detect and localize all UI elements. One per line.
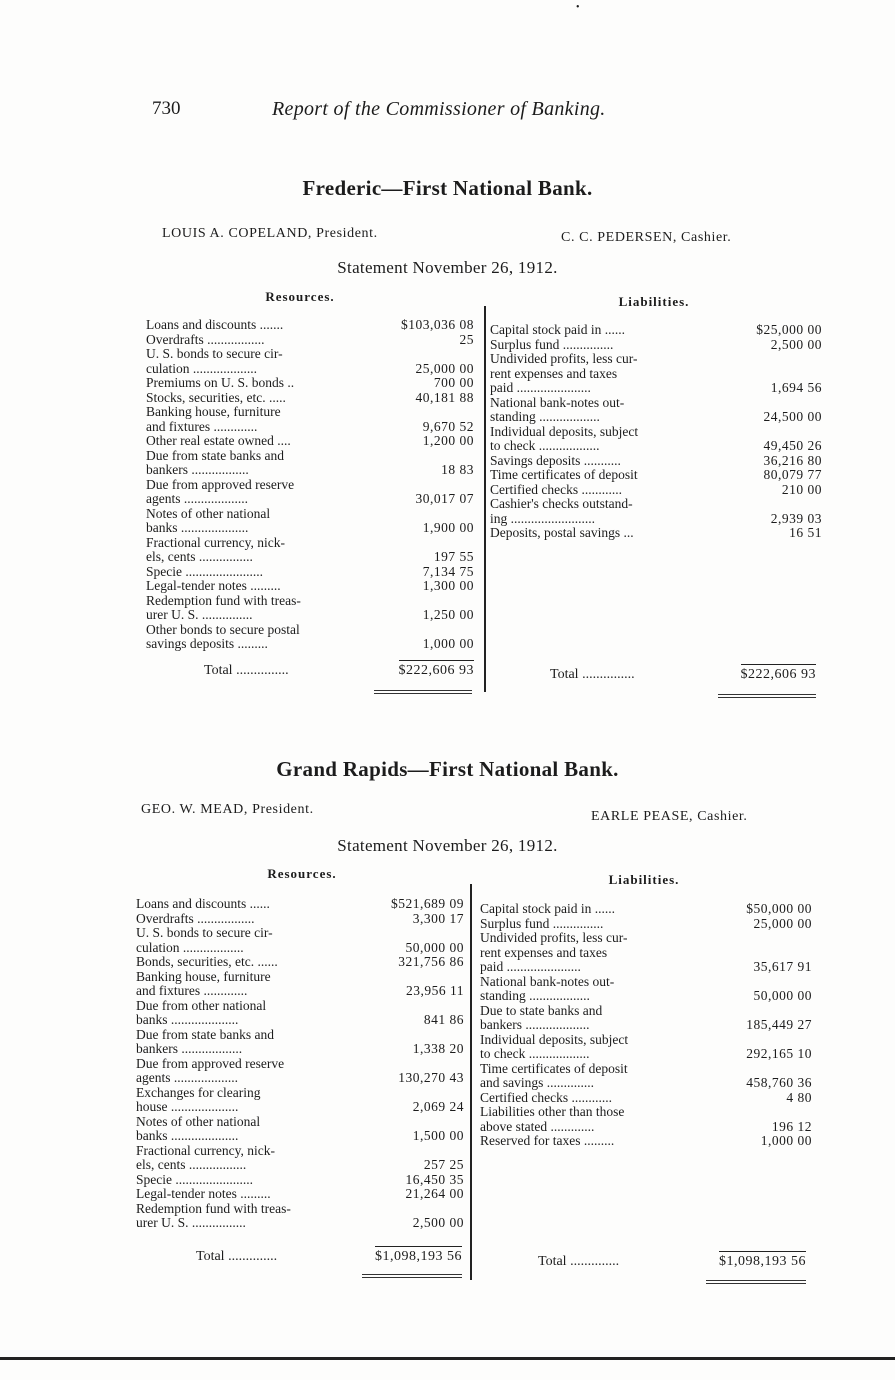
bank1-resource-amount: 18 83 <box>441 462 474 477</box>
bank2-resources-total: $1,098,193 56 <box>375 1246 462 1265</box>
bank1-resource-row <box>146 507 474 536</box>
bank1-liability-row <box>490 338 822 353</box>
bank1-resource-label: Overdrafts ................. <box>146 331 265 347</box>
bank1-resource-label: Legal-tender notes ......... <box>146 578 281 593</box>
bank1-liability-row <box>490 454 822 469</box>
bank2-liability-amount: $50,000 00 <box>746 901 812 916</box>
bank1-resources-total-rule <box>374 690 472 694</box>
bank1-resource-amount: 1,000 00 <box>422 636 474 651</box>
bank1-liability-amount: 49,450 26 <box>763 438 822 453</box>
bank1-liabilities-total-rule <box>718 694 816 698</box>
bank1-resource-row <box>146 318 474 333</box>
bank1-liability-amount: 1,694 56 <box>770 380 822 395</box>
bank1-resource-amount: 40,181 88 <box>415 389 474 405</box>
bank2-liability-label: Reserved for taxes ......... <box>480 1133 615 1148</box>
bank2-resource-label: Exchanges for clearing house .................... <box>136 1084 261 1114</box>
bank1-resource-row <box>146 594 474 623</box>
bank1-liabilities-heading: Liabilities. <box>618 294 690 309</box>
bank1-resource-row <box>146 405 474 434</box>
bank2-resources-total-row <box>196 1246 462 1265</box>
bank2-resource-row <box>136 955 464 970</box>
bank2-resource-row <box>136 897 464 912</box>
bank2-resource-label: Notes of other national banks .................... <box>136 1113 261 1143</box>
bank1-liabilities-total: $222,606 93 <box>741 664 817 683</box>
bank2-resource-label: U. S. bonds to secure cir- culation .................. <box>136 925 273 955</box>
bank2-liability-row <box>480 1091 812 1106</box>
bank2-resource-row <box>136 970 464 999</box>
bank2-cashier: EARLE PEASE, Cashier. <box>591 809 748 824</box>
bank1-resource-amount: 25 <box>459 331 474 347</box>
bank2-liability-label: Undivided profits, less cur- rent expenses and taxes paid ...................... <box>480 930 628 974</box>
bank1-resource-row <box>146 579 474 594</box>
bank2-resource-row <box>136 1187 464 1202</box>
bank1-resource-label: Other bonds to secure postal savings deposits ......... <box>146 621 300 651</box>
bank2-liabilities-total-rule <box>706 1280 806 1284</box>
bank2-resource-row <box>136 1173 464 1188</box>
bank2-resource-row <box>136 1202 464 1231</box>
bank2-statement-date: Statement November 26, 1912. <box>337 836 558 855</box>
bank2-liability-amount: 292,165 10 <box>746 1046 812 1061</box>
bank1-resource-amount: 7,134 75 <box>422 563 474 579</box>
bank1-liability-row <box>490 497 822 526</box>
bank2-resource-label: Overdrafts ................. <box>136 910 255 926</box>
bank2-liability-amount: 185,449 27 <box>746 1017 812 1032</box>
bank2-liability-row <box>480 917 812 932</box>
bank2-resource-label: Due from state banks and bankers .................. <box>136 1026 274 1056</box>
bank1-resource-label: Due from state banks and bankers ................. <box>146 447 284 477</box>
bank1-resource-row <box>146 333 474 348</box>
bank2-resource-row <box>136 1057 464 1086</box>
bank2-resource-amount: 23,956 11 <box>406 983 464 998</box>
bank2-resource-amount: 841 86 <box>423 1012 464 1027</box>
bank1-liabilities-list <box>490 323 822 541</box>
bank1-liability-row <box>490 425 822 454</box>
bank2-liability-label: Time certificates of deposit and savings .............. <box>480 1060 628 1090</box>
bank1-resource-row <box>146 434 474 449</box>
bank1-liability-amount: 2,939 03 <box>770 510 822 526</box>
bank2-resource-amount: 321,756 86 <box>398 954 464 969</box>
bank1-liability-amount: 24,500 00 <box>763 409 822 424</box>
bank1-resource-label: Other real estate owned .... <box>146 433 291 448</box>
bank1-cashier: C. C. PEDERSEN, Cashier. <box>561 230 732 245</box>
bank2-resource-row <box>136 1144 464 1173</box>
bank2-resource-amount: 50,000 00 <box>405 939 464 955</box>
bank1-resources-heading: Resources. <box>265 289 335 304</box>
bank2-column-divider <box>470 884 472 1280</box>
bank2-liability-label: Capital stock paid in ...... <box>480 901 615 916</box>
bank2-resource-amount: 3,300 17 <box>412 910 464 926</box>
bank2-liability-label: National bank-notes out- standing .................. <box>480 973 615 1003</box>
bank2-resource-label: Bonds, securities, etc. ...... <box>136 954 278 969</box>
bank1-resource-label: Stocks, securities, etc. ..... <box>146 389 286 405</box>
bank2-liability-label: Certified checks ............ <box>480 1089 612 1105</box>
bank2-resource-amount: $521,689 09 <box>391 896 464 911</box>
bank1-resource-row <box>146 347 474 376</box>
bank1-column-divider <box>484 306 486 692</box>
bank2-resource-amount: 16,450 35 <box>405 1171 464 1187</box>
bank1-resource-amount: 1,900 00 <box>422 520 474 535</box>
bank1-liability-label: Cashier's checks outstand- ing ......................... <box>490 496 633 526</box>
bank2-liability-amount: 50,000 00 <box>753 988 812 1003</box>
bank1-liability-amount: 210 00 <box>781 481 822 497</box>
bank1-resource-label: U. S. bonds to secure cir- culation ................... <box>146 346 283 376</box>
bank1-resource-row <box>146 478 474 507</box>
bank1-resources-total-row <box>204 660 474 679</box>
page-bottom-edge <box>0 1357 895 1360</box>
bank2-liabilities-total-label: Total .............. <box>538 1254 620 1269</box>
bank2-resource-row <box>136 1086 464 1115</box>
bank2-liability-row <box>480 975 812 1004</box>
bank2-liabilities-total: $1,098,193 56 <box>719 1251 806 1270</box>
bank2-liability-row <box>480 931 812 975</box>
bank1-liability-amount: 2,500 00 <box>770 336 822 352</box>
bank1-resource-row <box>146 376 474 391</box>
bank1-resources-list <box>146 318 474 652</box>
bank2-liabilities-total-row <box>538 1251 806 1270</box>
bank2-resource-row <box>136 1115 464 1144</box>
bank1-liability-label: Certified checks ............ <box>490 481 622 497</box>
bank2-resource-amount: 2,069 24 <box>412 1099 464 1114</box>
bank2-resources-list <box>136 897 464 1231</box>
bank1-liability-label: Surplus fund ............... <box>490 336 614 352</box>
bank1-liability-label: Capital stock paid in ...... <box>490 322 625 337</box>
bank1-liability-row <box>490 323 822 338</box>
bank1-resources-total-label: Total ............... <box>204 663 289 678</box>
bank2-liability-label: Surplus fund ............... <box>480 915 604 931</box>
bank1-resource-amount: 1,300 00 <box>422 578 474 593</box>
bank2-liabilities-list <box>480 902 812 1149</box>
bank2-liability-row <box>480 902 812 917</box>
bank2-liability-amount: 458,760 36 <box>746 1075 812 1090</box>
bank2-liability-amount: 1,000 00 <box>760 1133 812 1148</box>
bank1-resource-row <box>146 391 474 406</box>
bank2-liability-label: Due to state banks and bankers ................... <box>480 1002 603 1032</box>
bank1-liability-row <box>490 483 822 498</box>
bank1-resource-amount: $103,036 08 <box>401 317 474 332</box>
bank2-resource-amount: 2,500 00 <box>412 1215 464 1230</box>
bank2-resource-label: Fractional currency, nick- els, cents ................. <box>136 1142 275 1172</box>
bank2-resource-amount: 257 25 <box>423 1157 464 1172</box>
bank2-resource-label: Redemption fund with treas- urer U. S. ................ <box>136 1200 291 1230</box>
bank1-president: LOUIS A. COPELAND, President. <box>162 226 378 241</box>
bank2-liabilities-heading: Liabilities. <box>608 872 680 887</box>
bank1-resource-label: Notes of other national banks .................... <box>146 505 271 535</box>
bank2-liability-amount: 4 80 <box>786 1089 812 1105</box>
bank2-resource-row <box>136 1028 464 1057</box>
bank2-resource-row <box>136 999 464 1028</box>
bank1-liability-amount: 80,079 77 <box>763 467 822 482</box>
bank2-resource-amount: 130,270 43 <box>398 1070 464 1085</box>
bank1-liability-label: Time certificates of deposit <box>490 467 638 482</box>
bank1-liability-row <box>490 396 822 425</box>
bank1-resource-label: Banking house, furniture and fixtures ............. <box>146 404 281 434</box>
bank1-liability-row <box>490 468 822 483</box>
bank2-liability-amount: 35,617 91 <box>753 959 812 974</box>
bank2-liability-row <box>480 1134 812 1149</box>
bank1-resource-amount: 9,670 52 <box>422 418 474 434</box>
bank2-resource-amount: 1,338 20 <box>412 1041 464 1056</box>
bank1-resource-amount: 30,017 07 <box>415 491 474 506</box>
bank1-resource-row <box>146 565 474 580</box>
page-number: 730 <box>152 98 181 119</box>
bank1-resource-label: Specie ....................... <box>146 563 263 579</box>
bank1-liability-amount: 16 51 <box>789 525 822 540</box>
bank1-liability-amount: 36,216 80 <box>763 452 822 468</box>
bank2-resource-label: Legal-tender notes ......... <box>136 1186 271 1201</box>
bank2-liability-amount: 25,000 00 <box>753 915 812 931</box>
bank2-title: Grand Rapids—First National Bank. <box>276 757 619 781</box>
bank2-resource-label: Specie ....................... <box>136 1171 253 1187</box>
bank2-liability-label: Individual deposits, subject to check .................. <box>480 1031 629 1061</box>
bank2-resource-row <box>136 926 464 955</box>
bank1-resource-amount: 1,250 00 <box>422 607 474 622</box>
bank1-liability-label: Individual deposits, subject to check .................. <box>490 423 639 453</box>
scan-speck: • <box>576 2 580 13</box>
bank1-resource-amount: 700 00 <box>433 375 474 390</box>
bank2-resource-label: Loans and discounts ...... <box>136 896 270 911</box>
bank2-resources-heading: Resources. <box>267 866 337 881</box>
bank1-title: Frederic—First National Bank. <box>302 176 593 200</box>
bank1-resource-label: Redemption fund with treas- urer U. S. ............... <box>146 592 301 622</box>
bank2-liability-amount: 196 12 <box>771 1118 812 1134</box>
bank1-resource-row <box>146 449 474 478</box>
bank2-liability-row <box>480 1033 812 1062</box>
bank1-liability-row <box>490 526 822 541</box>
bank2-resource-label: Due from other national banks .................... <box>136 997 267 1027</box>
bank2-resource-label: Banking house, furniture and fixtures ............. <box>136 968 271 998</box>
bank2-liability-label: Liabilities other than those above stated ............. <box>480 1104 625 1134</box>
bank2-resource-row <box>136 912 464 927</box>
bank2-resource-amount: 21,264 00 <box>405 1186 464 1201</box>
bank1-resource-label: Loans and discounts ....... <box>146 317 284 332</box>
bank1-resource-label: Due from approved reserve agents ................... <box>146 476 295 506</box>
bank1-liabilities-total-row <box>550 664 816 683</box>
bank1-liability-label: Undivided profits, less cur- rent expenses and taxes paid ...................... <box>490 351 638 395</box>
bank1-resource-row <box>146 623 474 652</box>
bank2-resource-label: Due from approved reserve agents ................... <box>136 1055 285 1085</box>
bank1-resource-amount: 1,200 00 <box>422 433 474 448</box>
bank2-president: GEO. W. MEAD, President. <box>141 802 314 817</box>
bank2-resources-total-rule <box>362 1274 462 1278</box>
bank1-liability-label: National bank-notes out- standing .................. <box>490 394 625 424</box>
bank1-statement-date: Statement November 26, 1912. <box>337 258 558 277</box>
bank1-resource-amount: 197 55 <box>433 549 474 564</box>
bank1-resource-row <box>146 536 474 565</box>
bank2-resource-amount: 1,500 00 <box>412 1128 464 1143</box>
bank2-liability-row <box>480 1105 812 1134</box>
bank1-resource-amount: 25,000 00 <box>415 360 474 376</box>
bank1-resource-label: Fractional currency, nick- els, cents ................ <box>146 534 285 564</box>
bank1-liability-amount: $25,000 00 <box>756 322 822 337</box>
bank1-liabilities-total-label: Total ............... <box>550 667 635 682</box>
bank1-liability-label: Deposits, postal savings ... <box>490 525 634 540</box>
bank1-liability-label: Savings deposits ........... <box>490 452 621 468</box>
bank2-liability-row <box>480 1062 812 1091</box>
bank1-liability-row <box>490 352 822 396</box>
bank1-resource-label: Premiums on U. S. bonds .. <box>146 375 295 390</box>
bank2-resources-total-label: Total .............. <box>196 1249 278 1264</box>
running-head: Report of the Commissioner of Banking. <box>272 98 606 120</box>
bank1-resources-total: $222,606 93 <box>399 660 475 679</box>
bank2-liability-row <box>480 1004 812 1033</box>
